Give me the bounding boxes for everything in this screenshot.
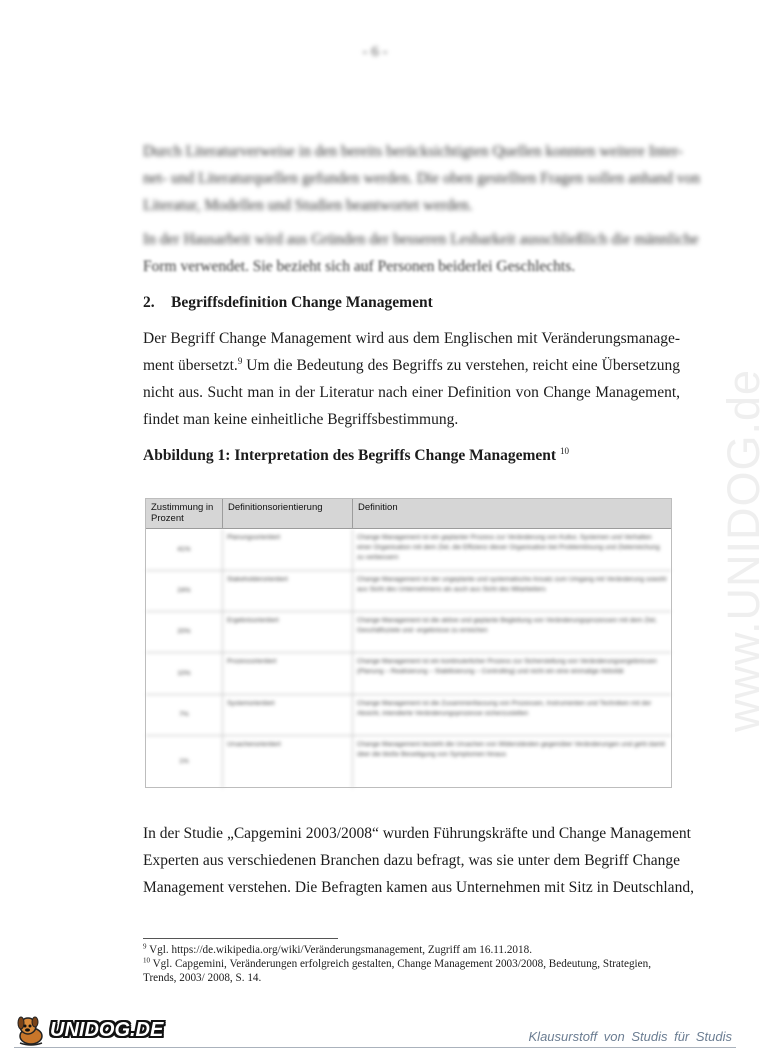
table-row	[146, 653, 671, 695]
footnote-mark: 9	[143, 942, 147, 951]
table-row	[146, 695, 671, 736]
cell-orientation: Planungsorientiert	[223, 529, 353, 570]
closing-paragraph	[143, 820, 694, 901]
definition-text: ment übersetzt.	[143, 357, 238, 374]
table-row	[146, 736, 671, 788]
cell-orientation: Ursachenorientiert	[223, 736, 353, 788]
definition-line: Der Begriff Change Management wird aus dem Englischen mit Veränderungsmanage-	[143, 330, 680, 347]
brand-logo[interactable]	[14, 1014, 163, 1046]
footnote-text: Vgl. Capgemini, Veränderungen erfolgreich gestalten, Change Management 2003/2008, Bedeutung, Strategien, Trends, 2003/ 2008, S. 14.	[143, 958, 652, 984]
table-row	[146, 571, 671, 612]
cell-percent: 20%	[146, 612, 223, 652]
section-heading	[143, 294, 433, 312]
dog-mascot-icon	[14, 1014, 48, 1046]
brand-name: UNIDOG.DE	[50, 1018, 164, 1041]
definition-line	[143, 352, 680, 379]
gender-note-line: In der Hausarbeit wird aus Gründen der besseren Lesbarkeit ausschließlich die männliche	[143, 231, 699, 248]
cell-percent: 10%	[146, 653, 223, 694]
cell-definition: Change Management ist der ungeplante und systematische Ansatz zum Umgang mit Veränderung sowohl aus Sicht des Unternehmens als auch aus Sicht des Mitarbeiters	[357, 576, 667, 593]
footer-slogan: Klausurstoff von Studis für Studis	[528, 1029, 732, 1044]
figure-title: Abbildung 1: Interpretation des Begriffs Change Management	[143, 447, 560, 464]
closing-line: In der Studie „Capgemini 2003/2008“ wurden Führungskräfte und Change Management	[143, 825, 691, 842]
cell-orientation: Ergebnisorientiert	[223, 612, 353, 652]
cell-definition: Change Management ist die aktive und geplante Begleitung von Veränderungsprozessen mit dem Ziel, Geschäftsziele und -ergebnisse zu erreichen	[357, 617, 657, 634]
closing-line: Management verstehen. Die Befragten kamen aus Unternehmen mit Sitz in Deutschland,	[143, 879, 694, 896]
footer-divider	[14, 1047, 736, 1048]
footnote-mark: 10	[143, 956, 150, 965]
footnotes	[143, 943, 683, 985]
definition-paragraph	[143, 325, 680, 433]
cell-definition: Change Management bezieht die Ursachen von Widerständen gegenüber Veränderungen und geht damit über die bloße Beseitigung von Symptomen hinaus	[357, 741, 665, 758]
section-title: Begriffsdefinition Change Management	[171, 294, 433, 311]
cell-definition: Change Management ist die Zusammenfassung von Prozessen, Instrumenten und Techniken mit der Absicht, intendierte Veränderungsprozesse sicherzustellen	[357, 700, 652, 717]
figure-caption	[143, 447, 569, 465]
gender-note-paragraph	[143, 226, 699, 280]
table-header-row	[146, 499, 671, 529]
cell-percent: 41%	[146, 529, 223, 570]
footnote-ref-10: 10	[559, 445, 569, 456]
table-row	[146, 529, 671, 571]
closing-line: Experten aus verschiedenen Branchen dazu befragt, was sie unter dem Begriff Change	[143, 852, 680, 869]
footnote-divider	[143, 938, 338, 939]
gender-note-line: Form verwendet. Sie bezieht sich auf Personen beiderlei Geschlechts.	[143, 258, 576, 275]
intro-line: Durch Literaturverweise in den bereits berücksichtigten Quellen konnten weitere Inter-	[143, 143, 683, 160]
cell-percent: 24%	[146, 571, 223, 611]
header-definition: Definition	[358, 502, 398, 513]
header-agreement-percent: Zustimmung in Prozent	[146, 499, 223, 528]
table-body	[146, 529, 671, 788]
intro-paragraph	[143, 138, 700, 219]
cell-orientation: Prozessorientiert	[223, 653, 353, 694]
table-row	[146, 612, 671, 653]
footnote-9	[143, 943, 683, 957]
definition-line: nicht aus. Sucht man in der Literatur nach einer Definition von Change Management,	[143, 384, 680, 401]
header-definition-orientation: Definitionsorientierung	[223, 499, 353, 528]
intro-line: net- und Literaturquellen gefunden werden. Die oben gestellten Fragen sollen anhand von	[143, 170, 700, 187]
cell-percent: 1%	[146, 736, 223, 788]
page-number: - 6 -	[362, 44, 388, 60]
cell-definition: Change Management ist ein geplanter Prozess zur Veränderung von Kultur, Systemen und Verhalten einer Organisation mit dem Ziel, die Effizienz dieser Organisation bei Problemlösung und Zielerreichung zu verbessern	[357, 534, 660, 561]
cell-percent: 7%	[146, 695, 223, 735]
definition-line: findet man keine einheitliche Begriffsbestimmung.	[143, 411, 459, 428]
cell-orientation: Stakeholderorientiert	[223, 571, 353, 611]
definition-text: Um die Bedeutung des Begriffs zu verstehen, reicht eine Übersetzung	[242, 357, 680, 374]
footnote-ref-9: 9	[237, 355, 243, 366]
definition-table	[145, 498, 672, 788]
footnote-text: Vgl. https://de.wikipedia.org/wiki/Veränderungsmanagement, Zugriff am 16.11.2018.	[146, 944, 532, 956]
footnote-10	[143, 957, 683, 985]
cell-definition: Change Management ist ein kontinuierlicher Prozess zur Sicherstellung von Veränderungsergebnissen (Planung – Realisierung – Stabilisierung – Controlling) und nicht ein eine einmalige Aktivität	[357, 658, 657, 675]
cell-orientation: Systemorientiert	[223, 695, 353, 735]
watermark: www.UNIDOG.de	[718, 368, 769, 732]
section-number: 2.	[143, 294, 155, 311]
intro-line: Literatur, Modellen und Studien beantwortet werden.	[143, 197, 473, 214]
